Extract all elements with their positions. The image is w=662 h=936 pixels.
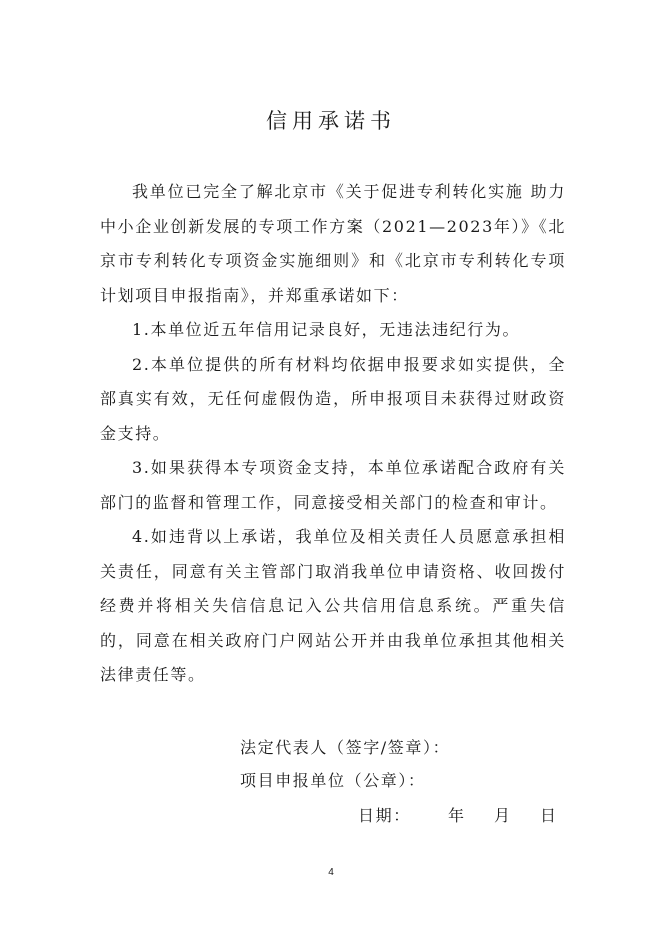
commitment-item-4: 4.如违背以上承诺，我单位及相关责任人员愿意承担相关责任，同意有关主管部门取消我单位申请资格、收回拨付经费并将相关失信信息记入公共信用信息系统。严重失信的，同意在相关政府门户网站公开并由我单位承担其他相关法律责任等。 [100,527,566,684]
document-title: 信用承诺书 [266,109,396,133]
page-number: 4 [328,867,334,878]
date-label: 日期： [358,806,411,825]
date-year: 年 [448,806,465,825]
intro-paragraph: 我单位已完全了解北京市《关于促进专利转化实施 助力中小企业创新发展的专项工作方案（2021—2023年）》《北京市专利转化专项资金实施细则》和《北京市专利转化专项计划项目申报指南》，并郑重承诺如下： [100,182,566,305]
commitment-item-1: 1.本单位近五年信用记录良好，无违法违纪行为。 [132,320,521,339]
legal-representative-signature-line: 法定代表人（签字/签章）： [240,738,451,757]
date-month: 月 [494,806,511,825]
date-line [358,801,556,831]
commitment-item-3: 3.如果获得本专项资金支持，本单位承诺配合政府有关部门的监督和管理工作，同意接受相关部门的检查和审计。 [100,458,566,512]
date-day: 日 [540,806,557,825]
document-body [100,175,566,693]
commitment-item-2: 2.本单位提供的所有材料均依据申报要求如实提供，全部真实有效，无任何虚假伪造，所申报项目未获得过财政资金支持。 [100,354,566,443]
applicant-unit-seal-line: 项目申报单位（公章）： [240,771,426,790]
